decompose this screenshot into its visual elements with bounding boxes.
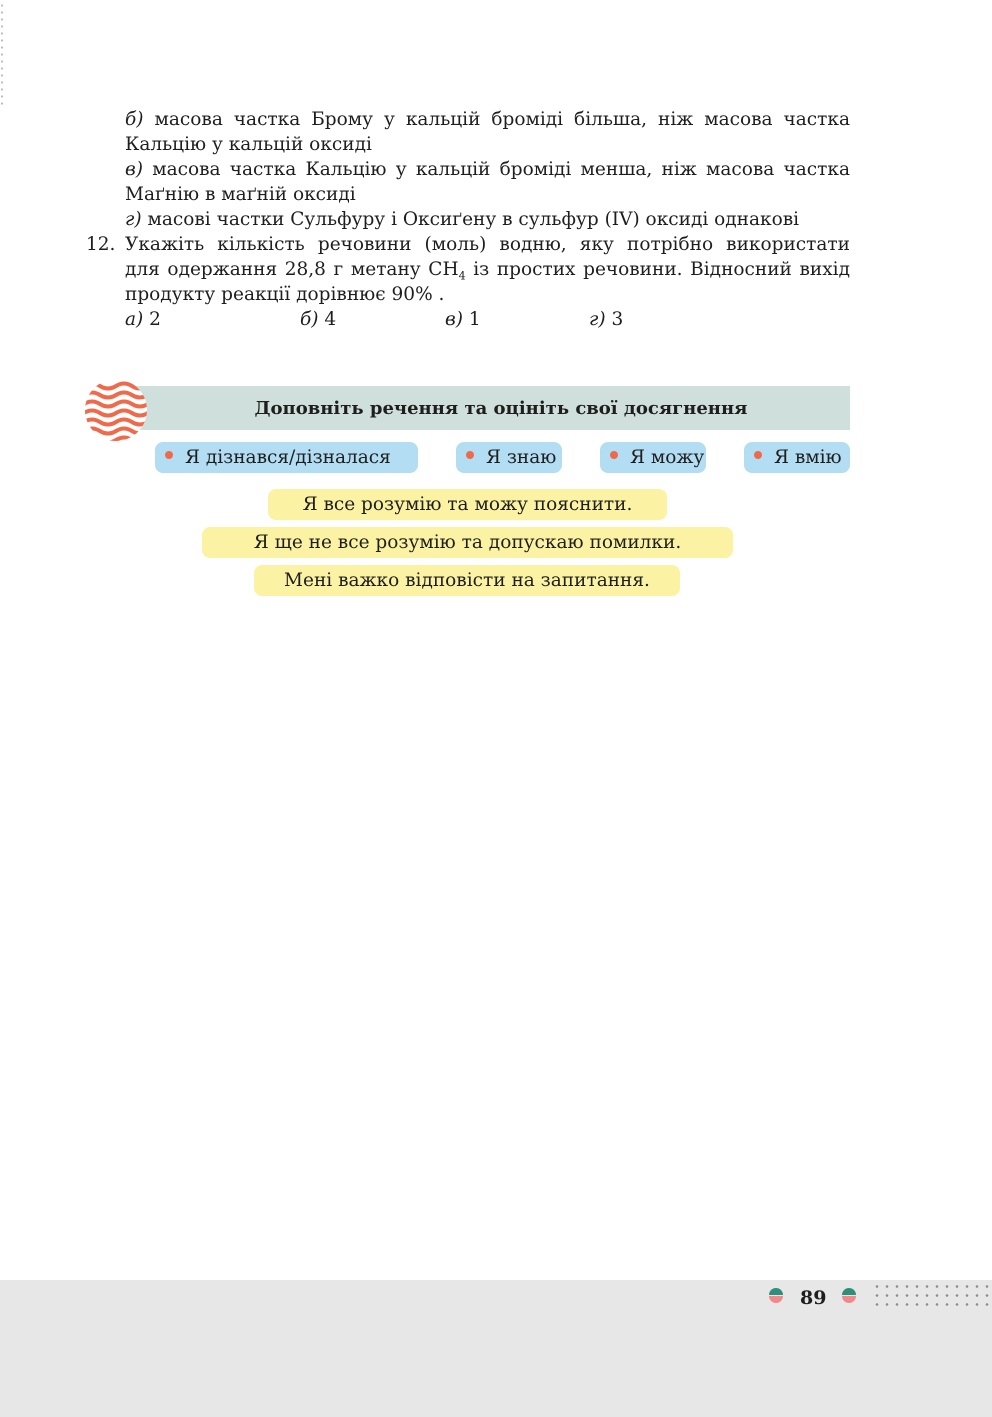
question-number: 12. [86,234,116,255]
answer-g[interactable] [589,307,623,332]
footer-dot-grid [872,1282,992,1310]
question-line1: Укажіть кількість речовини (моль) водню, яку потрібно використати [125,234,850,255]
option-g-line [125,207,850,232]
option-g-marker: г) [125,209,142,230]
prompt-know [456,442,562,473]
option-v-text: масова частка Кальцію у кальцій броміді менша, ніж масова частка [152,159,850,180]
prompt-can-label: Я можу [630,447,705,468]
answer-v[interactable] [445,307,481,332]
methane-subscript: 4 [458,269,466,283]
answer-a[interactable] [125,307,161,332]
option-b-line2: Кальцію у кальцій оксиді [125,134,372,155]
option-b-text: масова частка Брому у кальцій броміді більша, ніж масова частка [154,109,850,130]
question-line2-start: для одержання 28,8 г метану CH [125,259,459,280]
question-line2-end: із простих речовини. Відносний вихід [465,259,850,280]
answer-g-value: 3 [611,309,624,330]
option-b-marker: б) [125,109,144,130]
level-understand: Я все розумію та можу пояснити. [268,489,667,520]
answer-g-marker: г) [589,309,606,330]
prompt-learned-label: Я дізнався/дізналася [185,447,391,468]
wave-icon [84,378,148,442]
prompt-skill-label: Я вмію [774,447,842,468]
reflection-header [118,386,850,430]
prompt-know-label: Я знаю [486,447,557,468]
answer-b-marker: б) [300,309,319,330]
bullet-icon [466,451,474,459]
prompt-learned [155,442,418,473]
page-marker-right-icon [841,1287,857,1305]
level-difficult: Мені важко відповісти на запитання. [254,565,680,596]
answer-a-marker: а) [125,309,144,330]
answer-v-marker: в) [445,309,463,330]
page-number: 89 [800,1287,827,1309]
question-line3: продукту реакції дорівнює 90% . [125,284,445,305]
option-v-line2: Маґнію в маґній оксиді [125,184,356,205]
answer-v-value: 1 [468,309,481,330]
option-b-line1 [125,107,850,132]
bullet-icon [754,451,762,459]
reflection-title: Доповніть речення та оцініть свої досягнення [254,397,748,419]
level-partial: Я ще не все розумію та допускаю помилки. [202,527,733,558]
option-g-text: масові частки Сульфуру і Оксиґену в сульфур (IV) оксиді однакові [147,209,800,230]
margin-dot-strip [0,0,4,105]
prompt-skill [744,442,850,473]
bullet-icon [165,451,173,459]
answer-a-value: 2 [149,309,161,330]
option-v-marker: в) [125,159,143,180]
prompt-can [600,442,706,473]
answer-b[interactable] [300,307,336,332]
page-marker-left-icon [768,1287,784,1305]
answer-b-value: 4 [324,309,337,330]
option-v-line1 [125,157,850,182]
bullet-icon [610,451,618,459]
